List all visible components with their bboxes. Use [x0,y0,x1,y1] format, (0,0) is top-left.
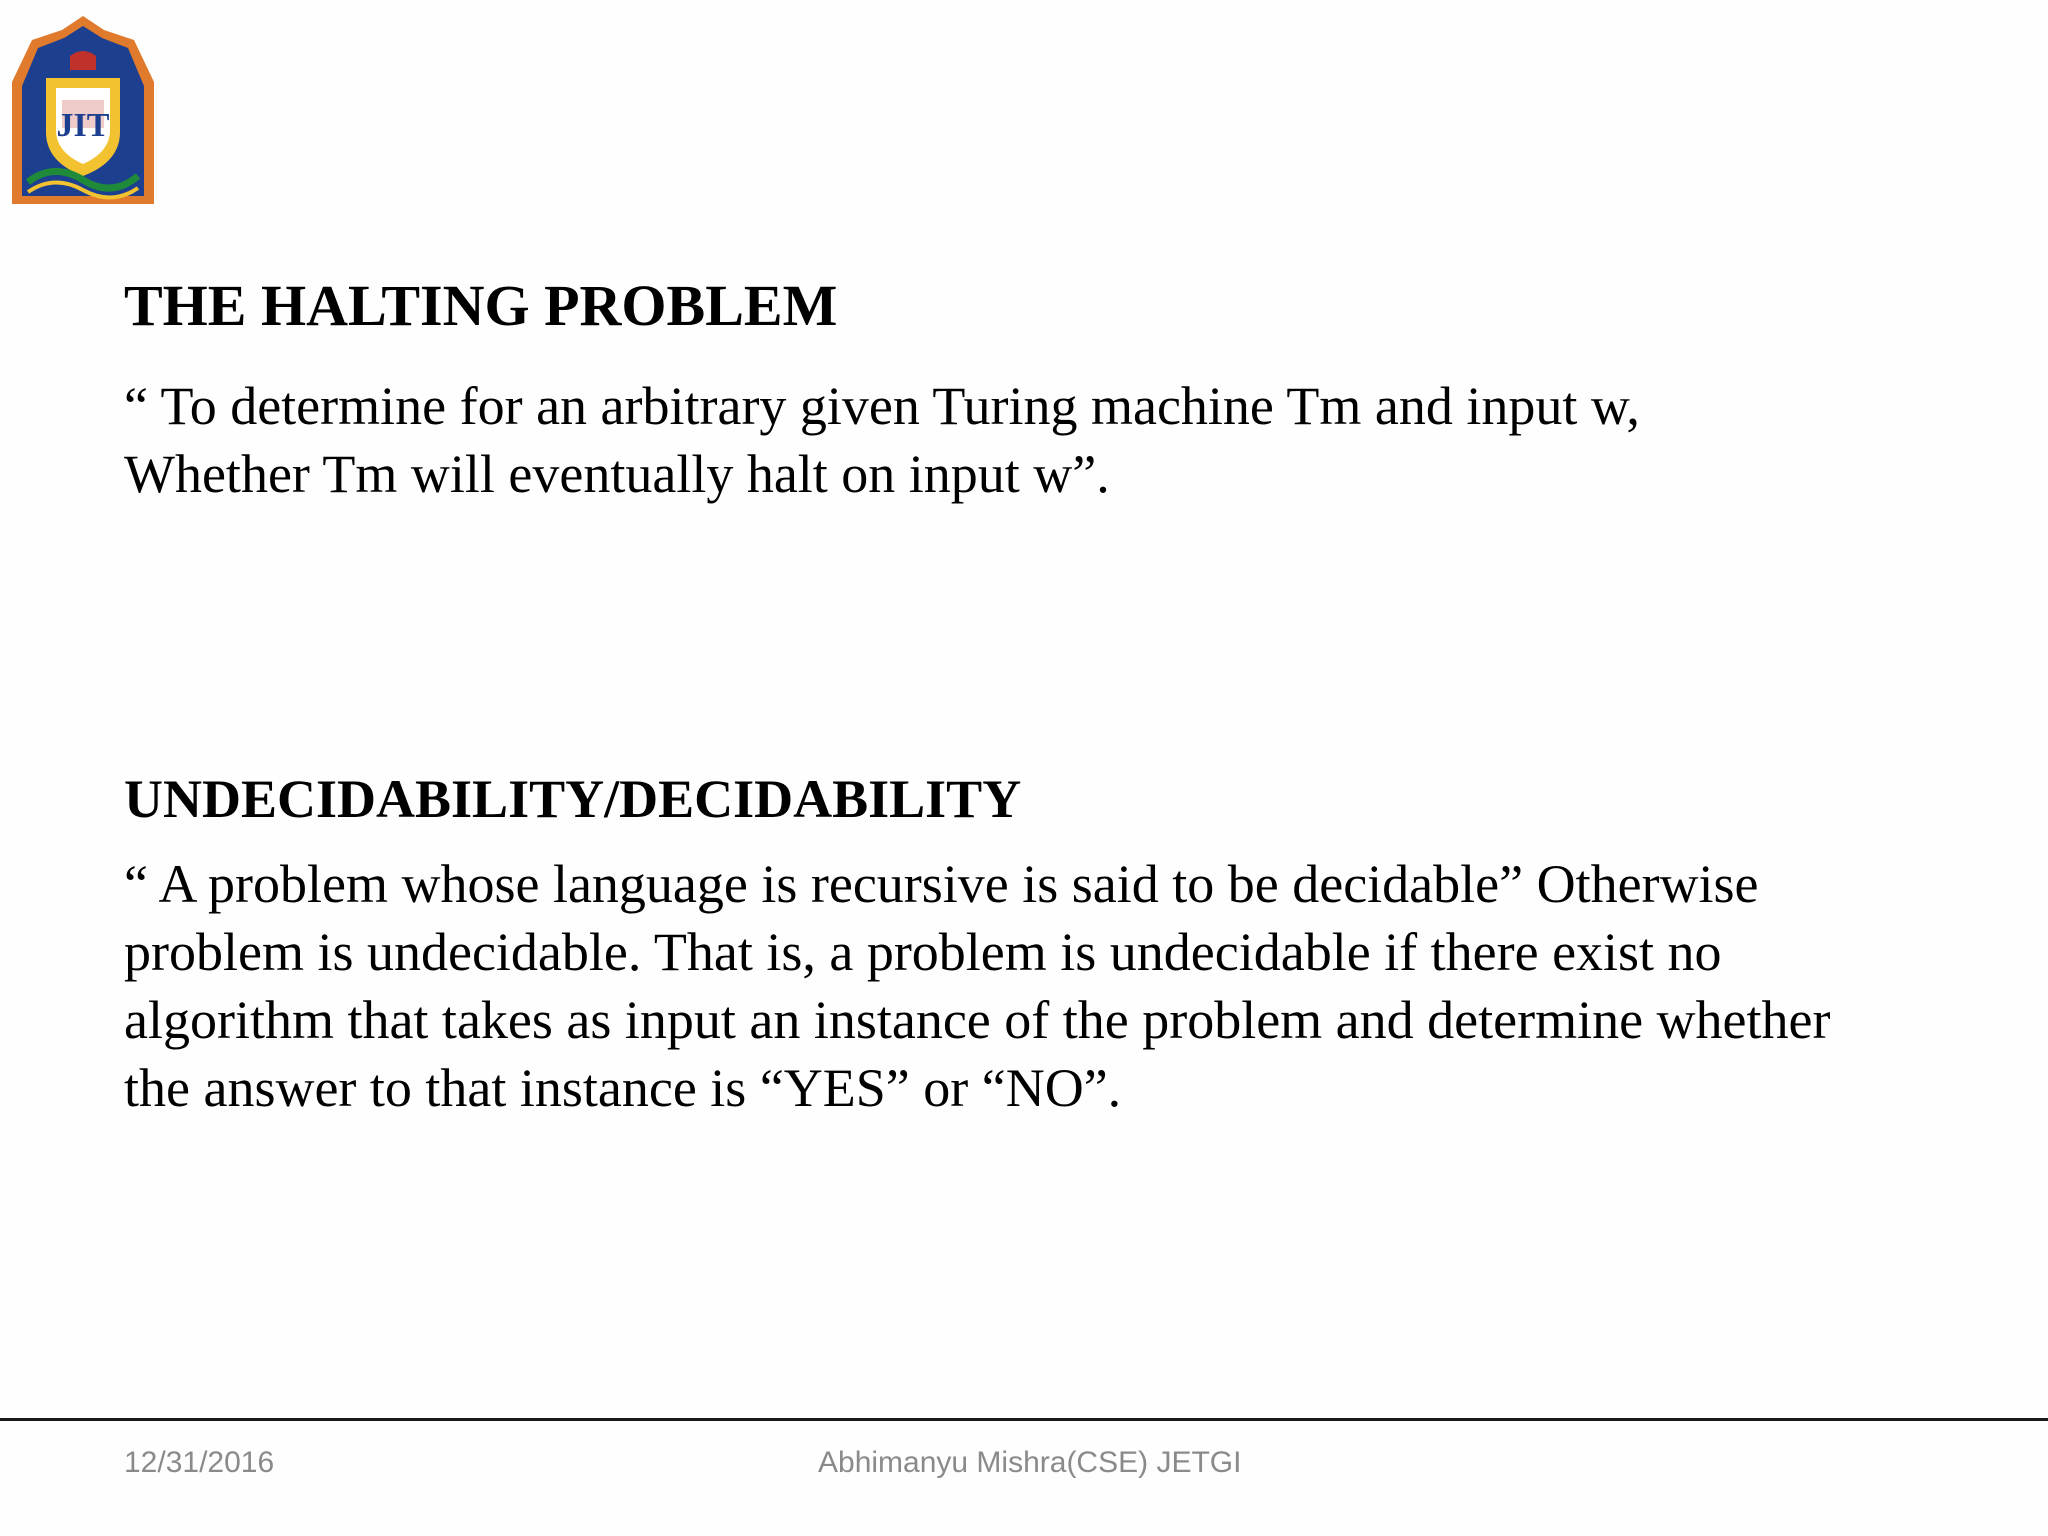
footer-author: Abhimanyu Mishra(CSE) JETGI [818,1446,1242,1479]
decidability-definition [124,850,1830,1122]
halting-problem-definition [124,372,1640,508]
text-line: “ To determine for an arbitrary given Turing machine Tm and input w, [124,376,1640,436]
text-line: the answer to that instance is “YES” or “NO”. [124,1058,1122,1118]
svg-text:JIT: JIT [56,107,110,144]
text-line: problem is undecidable. That is, a problem is undecidable if there exist no [124,922,1722,982]
college-crest-icon [4,12,162,208]
section-heading-decidability: UNDECIDABILITY/DECIDABILITY [124,769,1022,829]
footer-divider [0,1418,2048,1421]
text-line: Whether Tm will eventually halt on input w”. [124,444,1110,504]
footer-date: 12/31/2016 [124,1446,275,1479]
text-line: “ A problem whose language is recursive is said to be decidable” Otherwise [124,854,1759,914]
text-line: algorithm that takes as input an instance of the problem and determine whether [124,990,1831,1050]
section-heading-halting-problem: THE HALTING PROBLEM [124,273,838,338]
